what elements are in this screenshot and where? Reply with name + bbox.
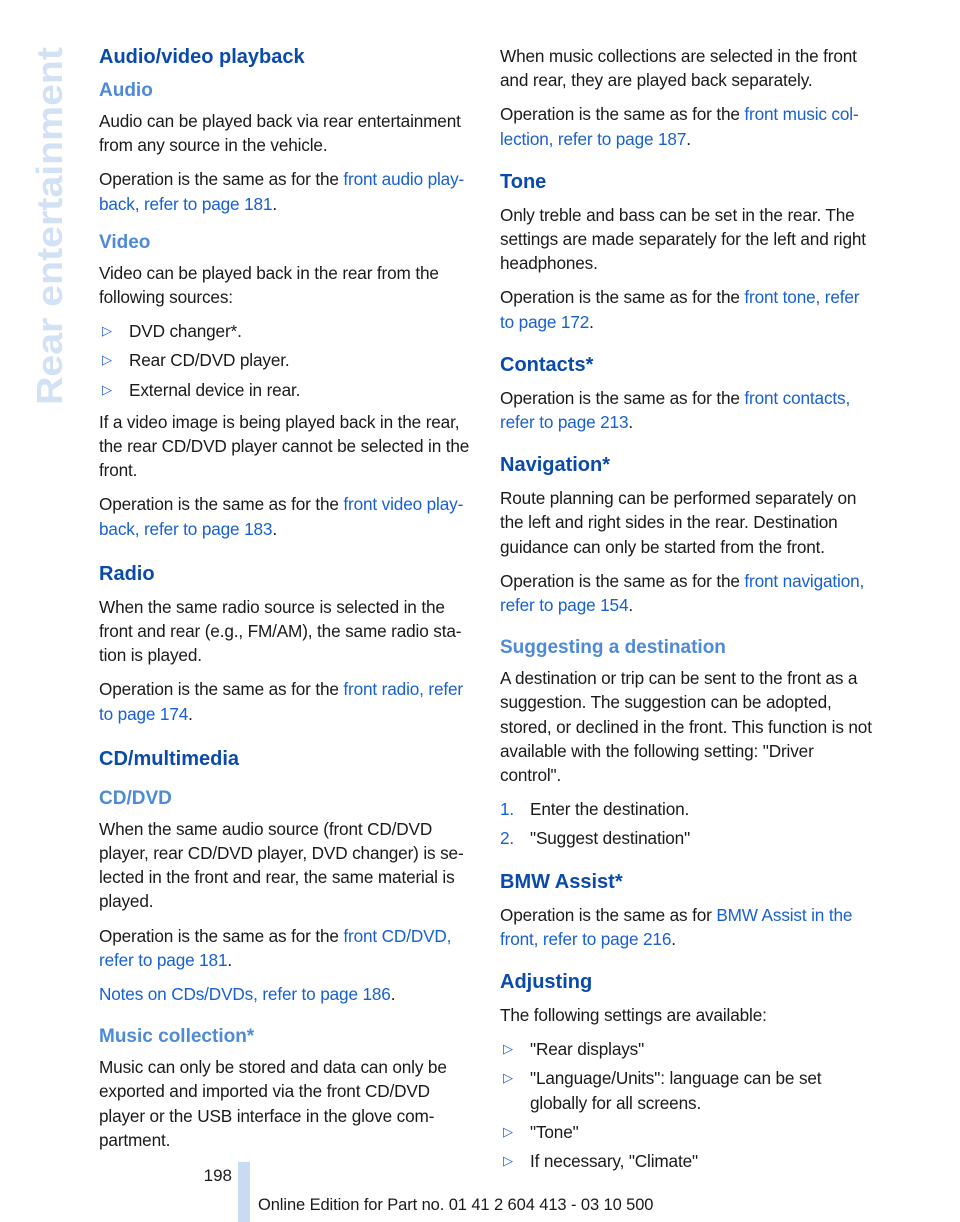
link-front-cd-dvd[interactable]: front CD/DVD, refer to page 181 [99,925,452,970]
cd-paragraph: When the same audio source (front CD/DVD player, rear CD/DVD player, DVD changer) is selected in the front and rear, the same material is played. [99,818,464,912]
triangle-bullet-icon: ▷ [503,1123,513,1139]
left-column [99,44,475,1162]
link-front-tone[interactable]: front tone, refer to page 172 [500,287,860,332]
adjusting-list [500,1037,876,1173]
navigation-reference-text: Operation is the same as for the [500,570,745,591]
link-front-video-playback[interactable]: front video playback, refer to page 183 [99,494,464,539]
list-item [99,348,475,372]
link-front-music-collection[interactable]: front music collection, refer to page 187 [500,104,859,149]
link-front-contacts[interactable]: front contacts, refer to page 213 [500,387,851,433]
list-item-text: External device in rear. [129,379,301,400]
heading-tone: Tone [500,170,547,193]
step-number: 2. [500,828,515,849]
radio-paragraph: When the same radio source is selected in the front and rear (e.g., FM/AM), the same radio station is played. [99,596,462,666]
music-reference-text: Operation is the same as for the [500,104,745,125]
heading-audio: Audio [99,80,153,101]
list-item-text: "Language/Units": language can be set globally for all screens. [530,1068,822,1113]
list-item-text: "Tone" [530,1121,579,1142]
step-number: 1. [500,799,515,820]
heading-adjusting: Adjusting [500,971,593,994]
assist-reference-text: Operation is the same as for [500,904,717,925]
heading-bmw-assist: BMW Assist* [500,870,623,893]
heading-audio-video-playback: Audio/video playback [99,46,305,68]
link-front-audio-playback[interactable]: front audio playback, refer to page 181 [99,169,465,214]
suggest-steps-list [500,797,876,850]
link-front-radio[interactable]: front radio, refer to page 174 [99,679,463,724]
list-item [500,1120,876,1144]
footer-accent-bar [238,1162,250,1222]
heading-navigation: Navigation* [500,454,611,477]
triangle-bullet-icon: ▷ [503,1153,513,1169]
right-column [500,44,876,1181]
radio-reference-text: Operation is the same as for the [99,679,344,700]
contacts-reference: Operation is the same as for the front contacts, refer to page 213. [500,387,851,433]
triangle-bullet-icon: ▷ [102,381,112,397]
side-section-title-text: Rear entertainment [29,76,70,405]
list-item-text: DVD changer*. [129,321,242,342]
video-reference: Operation is the same as for the front video playback, refer to page 183. [99,494,464,539]
tone-reference: Operation is the same as for the front tone, refer to page 172. [500,287,860,332]
heading-contacts: Contacts* [500,353,594,376]
list-item [500,826,876,850]
cd-reference: Operation is the same as for the front CD/DVD, refer to page 181. [99,925,452,970]
video-reference-text: Operation is the same as for the [99,494,344,515]
triangle-bullet-icon: ▷ [102,352,112,368]
music-separate-paragraph: When music collections are selected in the front and rear, they are played back separately. [500,46,857,91]
video-paragraph: Video can be played back in the rear from the following sources: [99,262,439,308]
link-front-navigation[interactable]: front navigation, refer to page 154 [500,570,865,616]
list-item [500,1066,876,1114]
adjusting-paragraph: The following settings are available: [500,1005,767,1026]
navigation-reference: Operation is the same as for the front navigation, refer to page 154. [500,570,865,616]
tone-paragraph: Only treble and bass can be set in the rear. The settings are made separately for the left and right headphones. [500,204,866,274]
link-bmw-assist-front[interactable]: BMW Assist in the front, refer to page 216 [500,904,853,949]
navigation-paragraph: Route planning can be performed separately on the left and right sides in the rear. Destination guidance can only be started from the front. [500,488,857,557]
audio-paragraph: Audio can be played back via rear entertainment from any source in the vehicle. [99,111,461,156]
side-section-title [14,40,74,410]
heading-suggesting-destination: Suggesting a destination [500,637,726,659]
triangle-bullet-icon: ▷ [503,1070,513,1086]
cd-notes: Notes on CDs/DVDs, refer to page 186. [99,984,396,1005]
triangle-bullet-icon: ▷ [503,1041,513,1057]
video-note: If a video image is being played back in the rear, the rear CD/DVD player cannot be selected in the front. [99,411,470,481]
music-reference: Operation is the same as for the front music collection, refer to page 187. [500,104,859,149]
list-item-text: Rear CD/DVD player. [129,350,290,371]
music-paragraph: Music can only be stored and data can only be exported and imported via the front CD/DVD player or the USB interface in the glove compartment. [99,1057,447,1150]
list-item [500,1149,876,1173]
page-number: 198 [203,1166,232,1185]
contacts-reference-text: Operation is the same as for the [500,387,745,408]
audio-reference-text: Operation is the same as for the [99,169,344,190]
list-item-text: Enter the destination. [530,799,690,820]
video-sources-list [99,319,475,402]
list-item [99,319,475,343]
assist-reference: Operation is the same as for BMW Assist in the front, refer to page 216. [500,904,853,949]
heading-radio: Radio [99,562,155,585]
tone-reference-text: Operation is the same as for the [500,287,745,308]
list-item [500,797,876,821]
audio-reference: Operation is the same as for the front audio playback, refer to page 181. [99,169,465,214]
footer-edition-text: Online Edition for Part no. 01 41 2 604 413 - 03 10 500 [258,1196,654,1214]
cd-reference-text: Operation is the same as for the [99,925,344,946]
list-item-text: "Rear displays" [530,1039,645,1060]
heading-cd-multimedia: CD/multimedia [99,747,240,770]
heading-video: Video [99,231,151,253]
triangle-bullet-icon: ▷ [102,323,112,339]
list-item-text: If necessary, "Climate" [530,1151,698,1172]
heading-music-collection: Music collection* [99,1026,255,1048]
suggest-paragraph: A destination or trip can be sent to the front as a suggestion. The suggestion can be adopted, stored, or declined in the front. This function is not available with the following setting: "Driver control". [500,668,872,786]
link-notes-cds-dvds[interactable]: Notes on CDs/DVDs, refer to page 186 [99,984,391,1005]
list-item-text: "Suggest destination" [530,828,691,849]
list-item [500,1037,876,1061]
list-item [99,378,475,402]
heading-cd-dvd: CD/DVD [99,787,172,809]
radio-reference: Operation is the same as for the front radio, refer to page 174. [99,679,463,724]
